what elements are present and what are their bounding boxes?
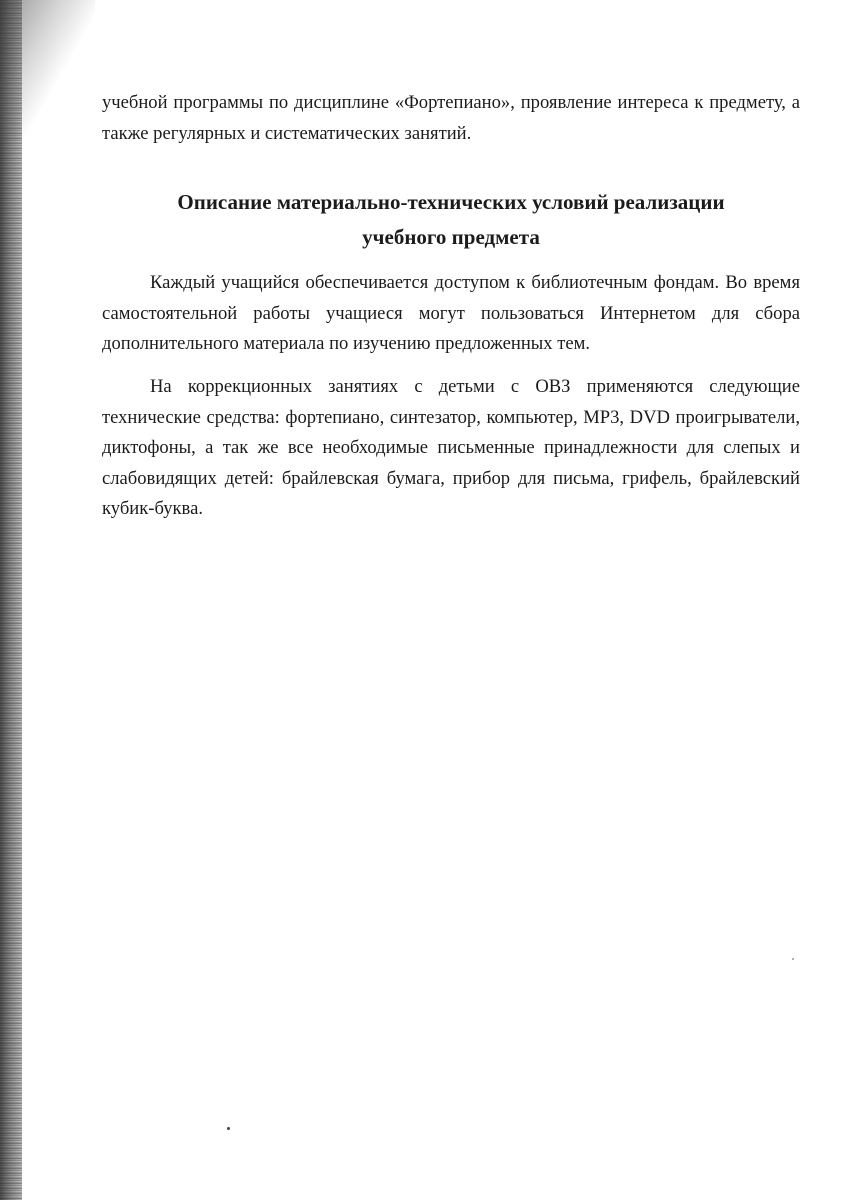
section-title-line-1: Описание материально-технических условий реализации — [177, 190, 725, 214]
scan-shadow-edge — [0, 0, 22, 1200]
library-paragraph: Каждый учащийся обеспечивается доступом к библиотечным фондам. Во время самостоятельной работы учащиеся могут пользоваться Интернетом для сбора дополнительного материала по изучению предложенных тем. — [102, 272, 800, 354]
intro-paragraph: учебной программы по дисциплине «Фортепиано», проявление интереса к предмету, а также регулярных и систематических занятий. — [102, 92, 800, 144]
equipment-paragraph: На коррекционных занятиях с детьми с ОВЗ применяются следующие технические средства: фортепиано, синтезатор, компьютер, MP3, DVD проигрыватели, диктофоны, а так же все необходимые письменные принадлежности для слепых и слабовидящих детей: брайлевская бумага, прибор для письма, грифель, брайлевский кубик-буква. — [102, 376, 800, 519]
section-title — [102, 185, 800, 255]
section-title-line-2: учебного предмета — [362, 225, 540, 249]
scan-speck — [792, 958, 794, 960]
scan-shadow-corner — [0, 0, 95, 140]
scan-speck — [227, 1127, 230, 1130]
